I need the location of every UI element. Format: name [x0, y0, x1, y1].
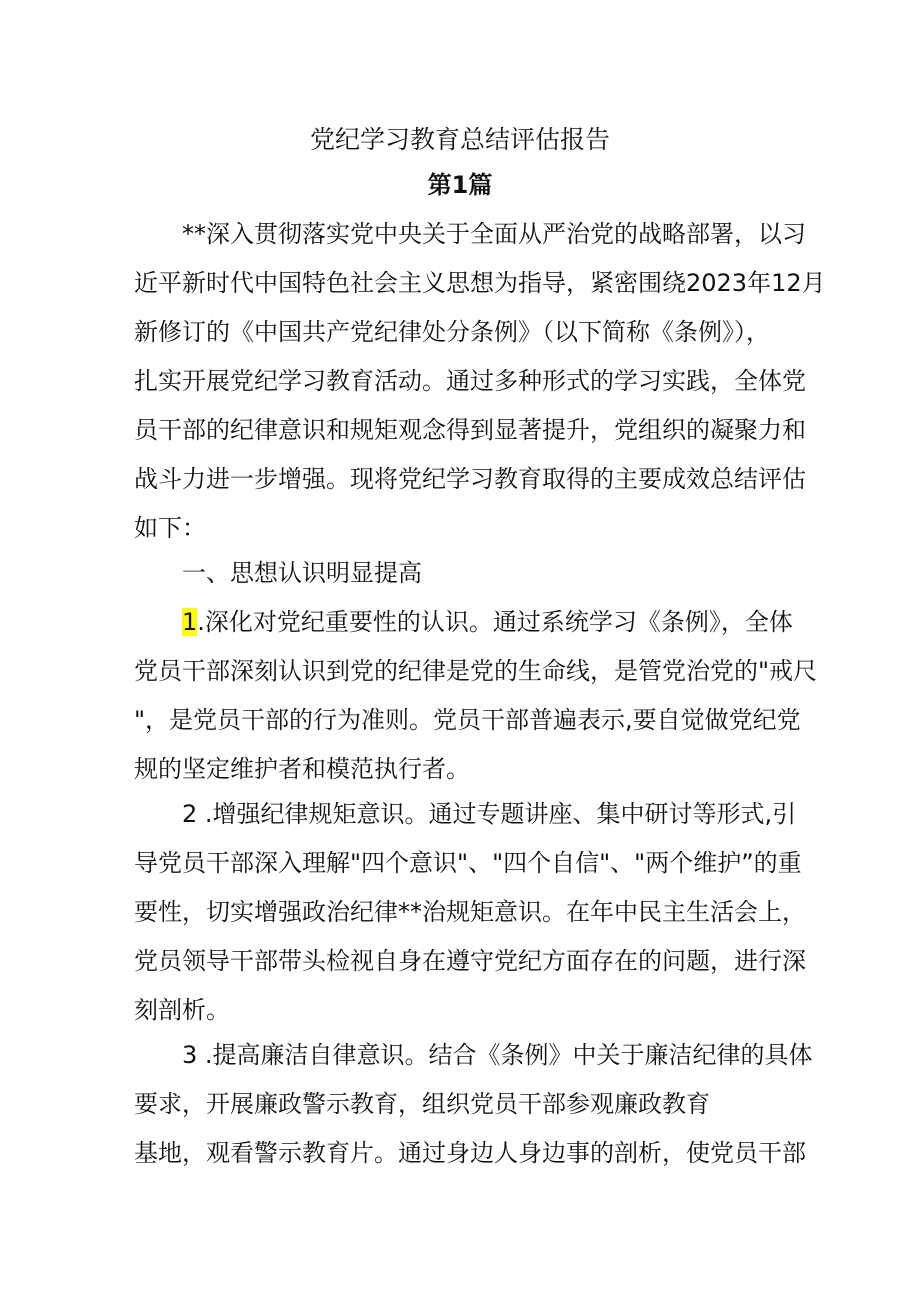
item-1-first-line: .深化对党纪重要性的认识。通过系统学习《条例》，全体: [197, 608, 793, 636]
intro-paragraph: [134, 210, 826, 553]
document-title: 党纪学习教育总结评估报告: [309, 125, 610, 154]
paragraph-line: 党员领导干部带头检视自身在遵守党纪方面存在的问题，进行深: [134, 947, 806, 975]
paragraph-line: 规的坚定维护者和模范执行者。: [134, 755, 470, 783]
item-3-paragraph: [134, 1031, 813, 1178]
paragraph-line: 要性，切实增强政治纪律**治规矩意识。在年中民主生活会上，: [134, 898, 806, 926]
paragraph-line: 战斗力进一步增强。现将党纪学习教育取得的主要成效总结评估: [134, 465, 806, 493]
paragraph-line: 3 .提高廉洁自律意识。结合《条例》中关于廉洁纪律的具体: [182, 1041, 813, 1069]
paragraph-line: [134, 598, 794, 647]
paragraph-line: 要求，开展廉政警示教育，组织党员干部参观廉政教育: [134, 1090, 710, 1118]
paragraph-line: 党员干部深刻认识到党的纪律是党的生命线，是管党治党的"戒尺: [134, 657, 818, 685]
paragraph-line: 如下：: [134, 514, 206, 542]
highlighted-number: 1: [182, 608, 198, 636]
paragraph-line: 导党员干部深入理解"四个意识"、"四个自信"、"两个维护”的重: [134, 849, 802, 877]
paragraph-line: **深入贯彻落实党中央关于全面从严治党的战略部署，以习: [182, 220, 806, 248]
item-2-paragraph: [134, 790, 806, 1035]
paragraph-line: 刻剖析。: [134, 996, 230, 1024]
item-1-paragraph: [134, 598, 818, 794]
paragraph-line: 新修订的《中国共产党纪律处分条例》（以下简称《条例》），: [134, 318, 770, 346]
paragraph-line: 近平新时代中国特色社会主义思想为指导，紧密围绕2023年12月: [134, 269, 826, 297]
section-heading: [134, 549, 794, 598]
document-subtitle: 第1篇: [427, 171, 493, 199]
paragraph-line: 2 .增强纪律规矩意识。通过专题讲座、集中研讨等形式,引: [182, 800, 797, 828]
paragraph-line: 扎实开展党纪学习教育活动。通过多种形式的学习实践，全体党: [134, 367, 806, 395]
paragraph-line: 基地，观看警示教育片。通过身边人身边事的剖析，使党员干部: [134, 1139, 806, 1167]
paragraph-line: 员干部的纪律意识和规矩观念得到显著提升，党组织的凝聚力和: [134, 416, 806, 444]
paragraph-line: "，是党员干部的行为准则。党员干部普遍表示,要自觉做党纪党: [134, 706, 801, 734]
section-heading-text: 一、思想认识明显提高: [182, 559, 422, 587]
